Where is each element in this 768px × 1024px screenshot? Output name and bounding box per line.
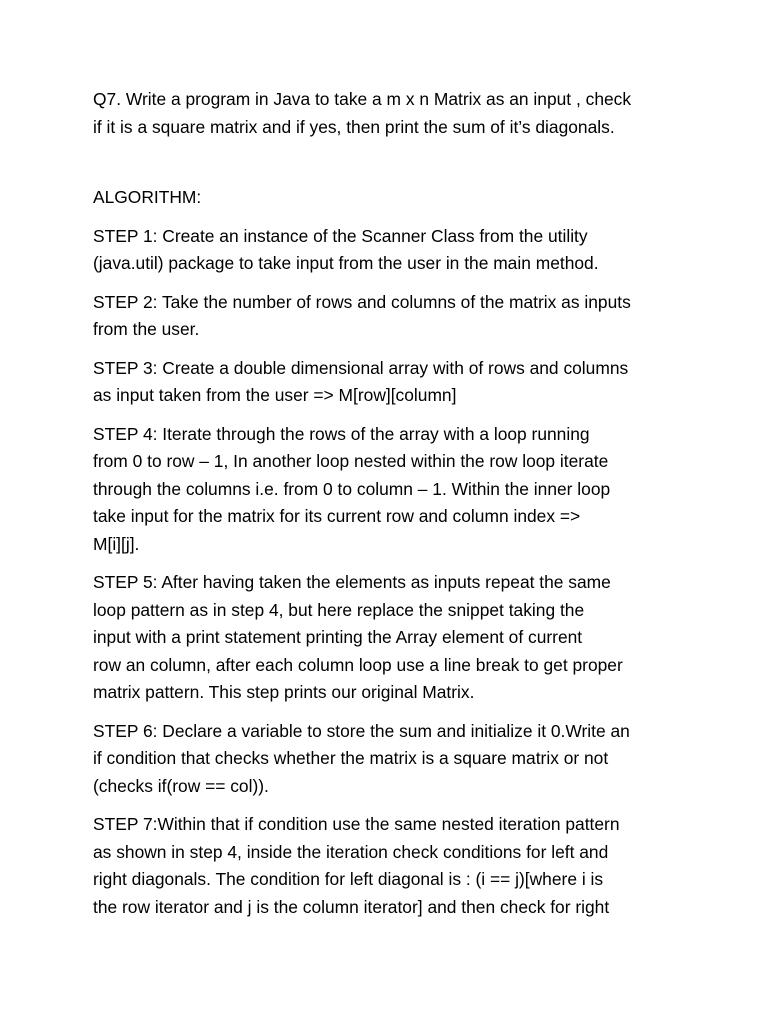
algorithm-heading: ALGORITHM: [93, 187, 202, 207]
question-text: Q7. Write a program in Java to take a m x n Matrix as an input , check if it is a square matrix and if yes, then print the sum of it’s diagonals. [93, 89, 632, 137]
document-page [93, 86, 683, 932]
step-3-text: STEP 3: Create a double dimensional array with of rows and columns as input taken from the user => M[row][column] [93, 357, 629, 405]
step-1-text: STEP 1: Create an instance of the Scanner Class from the utility (java.util) package to take input from the user in the main method. [93, 225, 599, 273]
step-6-text: STEP 6: Declare a variable to store the sum and initialize it 0.Write an if condition that checks whether the matrix is a square matrix or not (checks if(row == col)). [93, 720, 630, 796]
step-2-text: STEP 2: Take the number of rows and columns of the matrix as inputs from the user. [93, 291, 631, 339]
step-7-text: STEP 7:Within that if condition use the same nested iteration pattern as shown in step 4, inside the iteration check conditions for left and right diagonals. The condition for left diagonal is : (i == j)[where i is the row iterator and j is the column iterator] and then check for right [93, 814, 620, 917]
step-5-text: STEP 5: After having taken the elements as inputs repeat the same loop pattern as in step 4, but here replace the snippet taking the input with a print statement printing the Array element of current row an column, after each column loop use a line break to get proper matrix pattern. This step prints our original Matrix. [93, 572, 623, 702]
step-4-text: STEP 4: Iterate through the rows of the array with a loop running from 0 to row – 1, In another loop nested within the row loop iterate through the columns i.e. from 0 to column – 1. Within the inner loop take input for the matrix for its current row and column index => M[i][j]. [93, 423, 611, 554]
